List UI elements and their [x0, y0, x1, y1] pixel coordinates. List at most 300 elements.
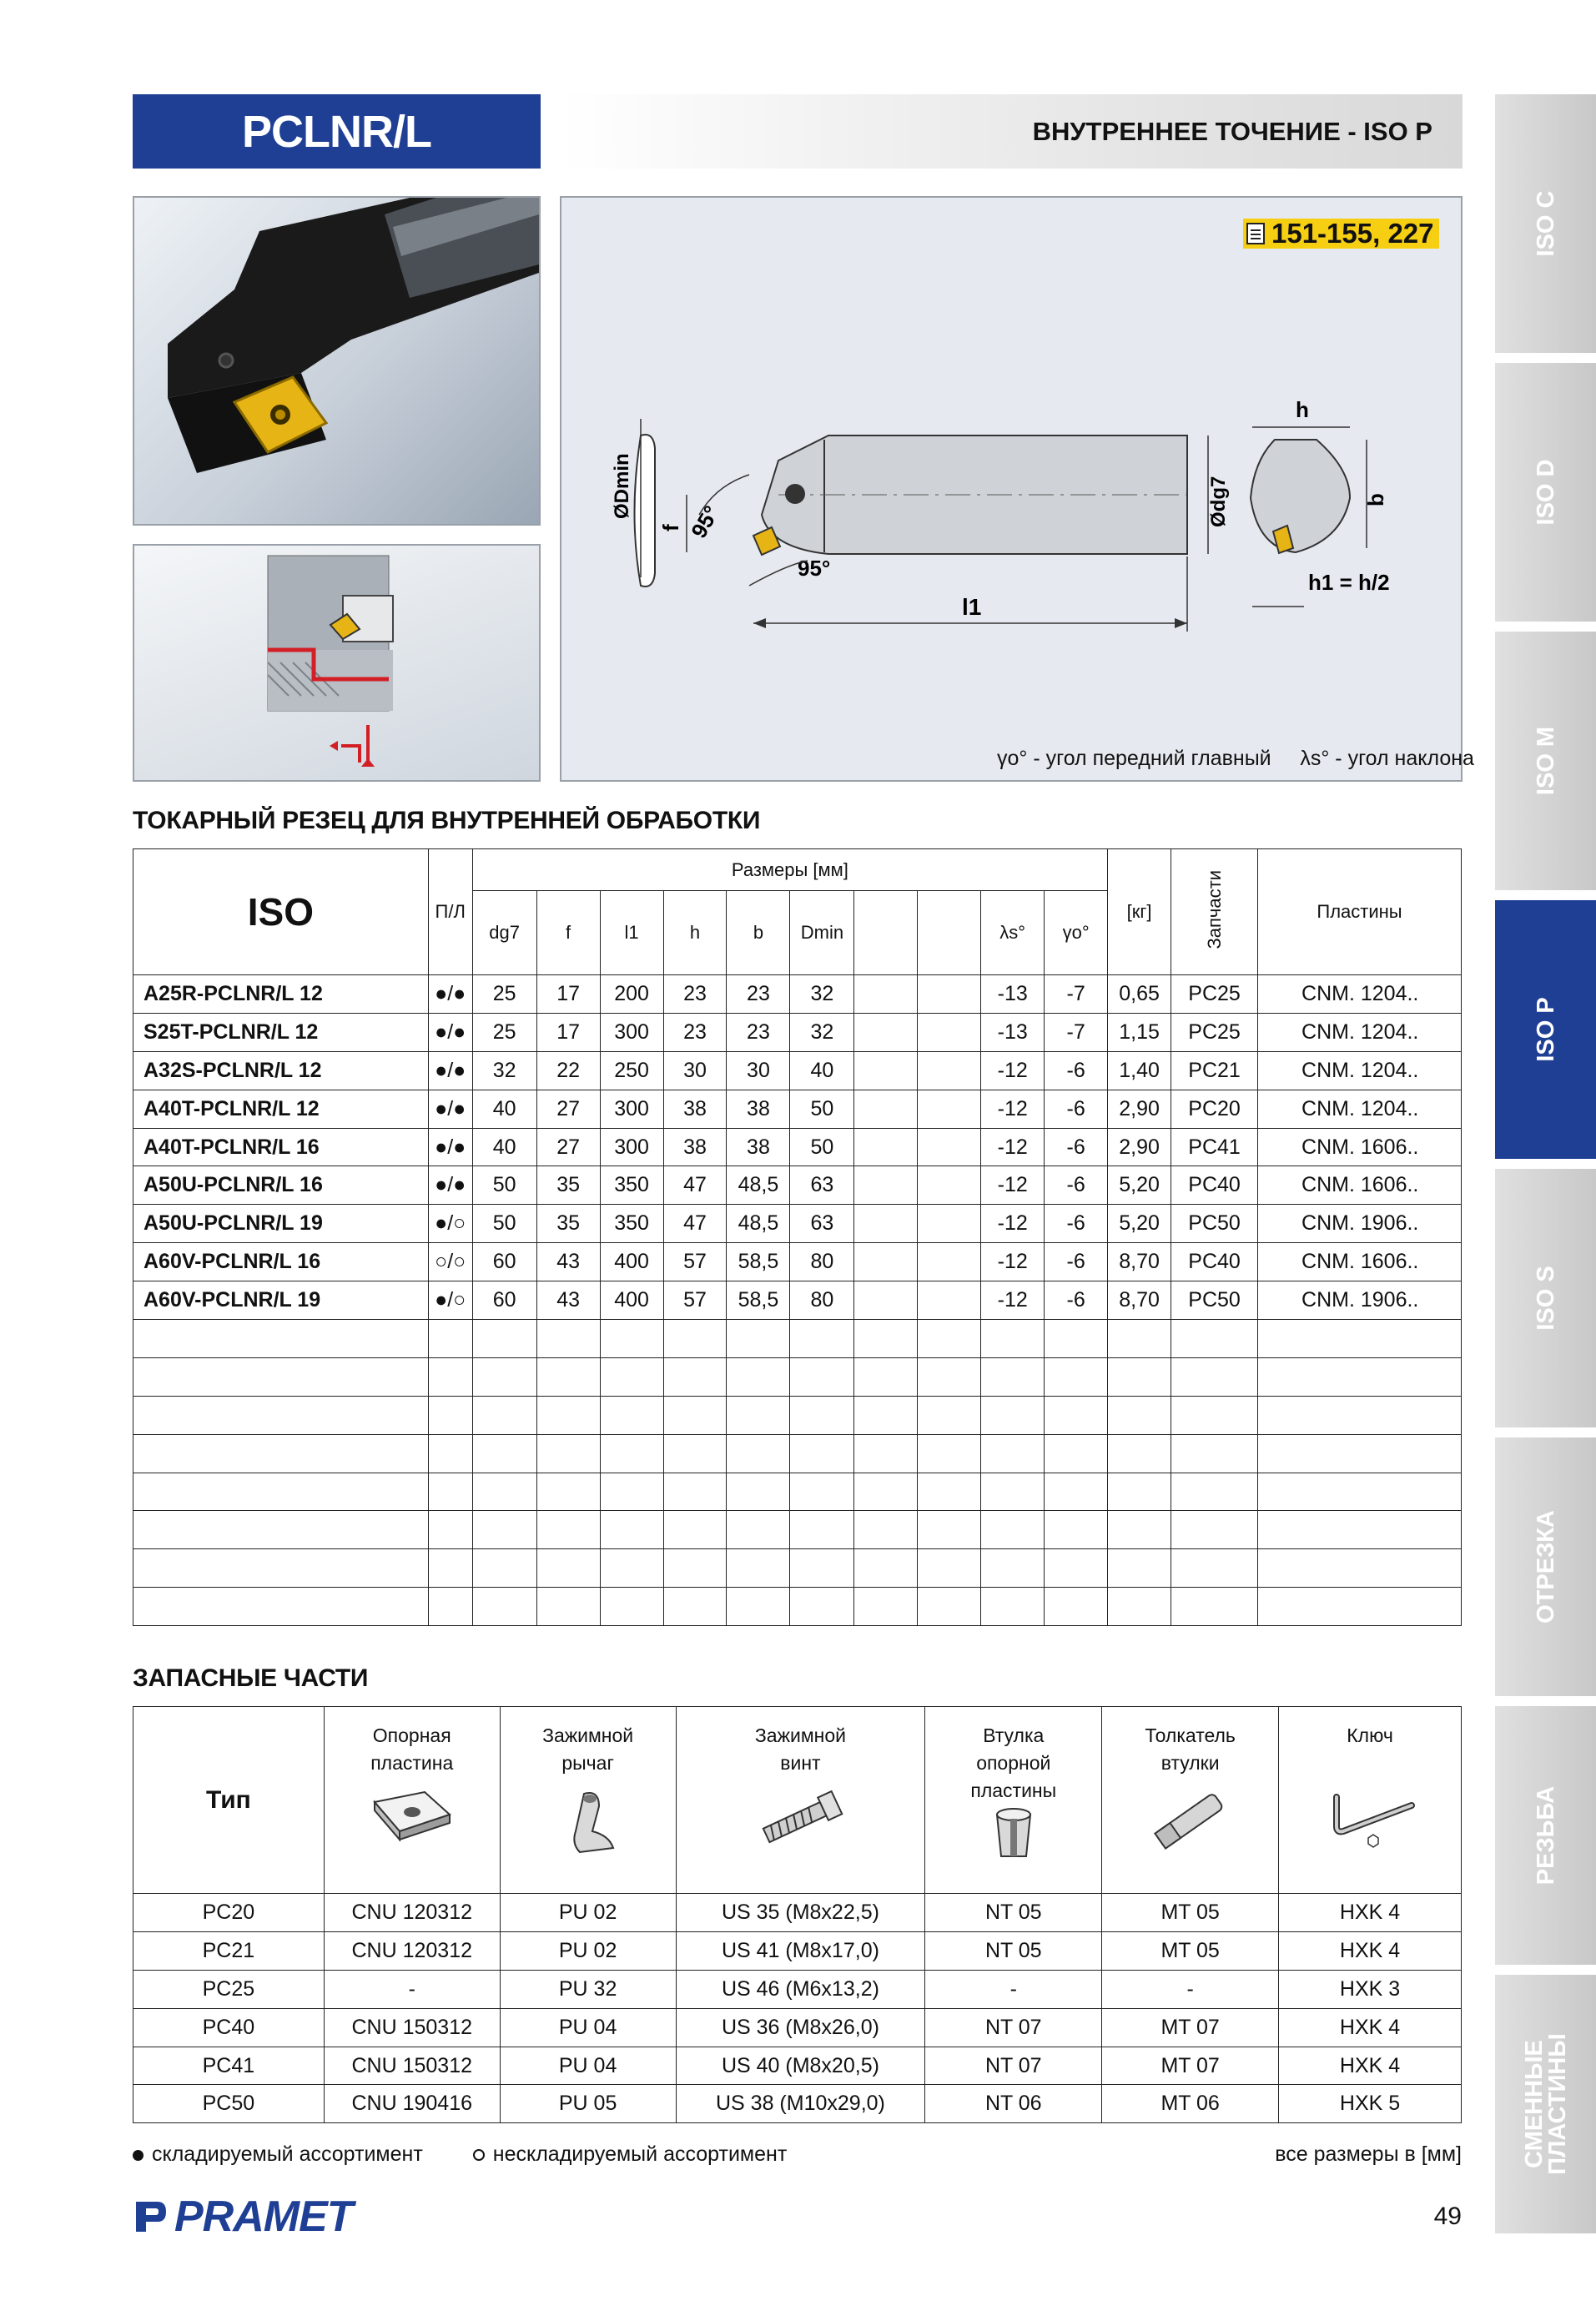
empty-row — [133, 1473, 1462, 1511]
col-clamp-screw — [676, 1707, 925, 1894]
table-cell: CNM. 1204.. — [1258, 975, 1462, 1014]
tab-parting[interactable] — [1495, 1437, 1596, 1696]
table-cell — [472, 1396, 536, 1434]
table-cell: PU 04 — [500, 2008, 676, 2047]
stock-status-cell: ●/● — [428, 1128, 472, 1166]
table-cell — [981, 1320, 1045, 1358]
units-note: все размеры в [мм] — [1275, 2142, 1462, 2166]
table-cell: 1,40 — [1108, 1051, 1171, 1090]
table-cell: -6 — [1045, 1090, 1108, 1128]
empty-row — [133, 1549, 1462, 1588]
table-cell: 32 — [790, 975, 854, 1014]
tab-label: СМЕННЫЕ ПЛАСТИНЫ — [1520, 2033, 1571, 2175]
tab-iso-m[interactable] — [1495, 632, 1596, 890]
table-cell: 400 — [600, 1243, 663, 1281]
table-cell: CNM. 1906.. — [1258, 1205, 1462, 1243]
table-cell: 80 — [790, 1281, 854, 1320]
empty-row — [133, 1396, 1462, 1434]
table-cell: -6 — [1045, 1128, 1108, 1166]
table-cell: PC40 — [1171, 1243, 1258, 1281]
table-cell — [854, 1281, 918, 1320]
table-cell — [536, 1511, 600, 1549]
table-cell: 58,5 — [727, 1243, 790, 1281]
table-cell — [1258, 1511, 1462, 1549]
stock-status-cell: ●/● — [428, 1166, 472, 1205]
spares-type-cell: PC21 — [133, 1931, 325, 1970]
table-cell: CNU 120312 — [324, 1931, 500, 1970]
table-cell — [918, 1588, 981, 1626]
table-cell — [1045, 1357, 1108, 1396]
table-cell: 63 — [790, 1205, 854, 1243]
tab-label: ISO M — [1532, 726, 1559, 796]
table-cell: PC40 — [1171, 1166, 1258, 1205]
table-cell: PU 02 — [500, 1931, 676, 1970]
table-cell: US 41 (M8x17,0) — [676, 1931, 925, 1970]
table-cell — [918, 1473, 981, 1511]
table-cell — [663, 1549, 727, 1588]
table-cell — [600, 1320, 663, 1358]
tool-code-cell: A25R-PCLNR/L 12 — [133, 975, 429, 1014]
table-cell: 50 — [472, 1166, 536, 1205]
b-label: b — [1363, 493, 1388, 506]
table-cell — [133, 1511, 429, 1549]
table-cell — [663, 1511, 727, 1549]
table-cell — [1108, 1588, 1171, 1626]
table-cell: -12 — [981, 1166, 1045, 1205]
table-cell: 48,5 — [727, 1205, 790, 1243]
table-row — [133, 1090, 1462, 1128]
table-cell — [1045, 1320, 1108, 1358]
table-cell: -13 — [981, 975, 1045, 1014]
empty-row — [133, 1588, 1462, 1626]
col-label: Ключ — [1347, 1724, 1393, 1746]
angle-95-label-2: 95° — [798, 556, 831, 581]
tool-code-cell: A40T-PCLNR/L 16 — [133, 1128, 429, 1166]
table-cell — [1108, 1511, 1171, 1549]
support-plate-icon — [366, 1785, 458, 1844]
table-cell: -6 — [1045, 1205, 1108, 1243]
table-cell — [1258, 1357, 1462, 1396]
table-cell — [1045, 1549, 1108, 1588]
table-cell — [536, 1434, 600, 1473]
table-cell: US 36 (M8x26,0) — [676, 2008, 925, 2047]
table-cell — [663, 1434, 727, 1473]
table-cell — [1108, 1434, 1171, 1473]
table-cell: 17 — [536, 1013, 600, 1051]
table-cell — [133, 1396, 429, 1434]
table-cell: PC41 — [1171, 1128, 1258, 1166]
table-cell — [918, 1549, 981, 1588]
table-cell: 40 — [472, 1128, 536, 1166]
table-cell: US 35 (M8x22,5) — [676, 1894, 925, 1932]
table-cell — [790, 1588, 854, 1626]
table-cell: PC21 — [1171, 1051, 1258, 1090]
table-cell — [727, 1473, 790, 1511]
tab-label: ОТРЕЗКА — [1532, 1510, 1559, 1624]
table-cell — [472, 1511, 536, 1549]
tab-label: ISO D — [1532, 459, 1559, 526]
table-cell — [981, 1434, 1045, 1473]
table-cell: US 38 (M10x29,0) — [676, 2085, 925, 2123]
table-cell: 57 — [663, 1281, 727, 1320]
stock-status-cell: ●/● — [428, 1051, 472, 1090]
clamp-lever-icon — [551, 1785, 626, 1856]
tool-table-body — [133, 975, 1462, 1626]
table-cell — [918, 1166, 981, 1205]
table-cell: NT 07 — [925, 2047, 1102, 2085]
spares-header: Запчасти — [1171, 849, 1258, 975]
table-row — [133, 1243, 1462, 1281]
empty-row — [133, 1320, 1462, 1358]
table-cell — [1258, 1434, 1462, 1473]
page-number: 49 — [1433, 2203, 1462, 2230]
empty-row — [133, 1511, 1462, 1549]
table-cell — [472, 1320, 536, 1358]
tool-code-cell: A60V-PCLNR/L 16 — [133, 1243, 429, 1281]
spares-table-body — [133, 1894, 1462, 2123]
tool-code-cell: A32S-PCLNR/L 12 — [133, 1051, 429, 1090]
table-cell — [428, 1588, 472, 1626]
table-cell — [981, 1357, 1045, 1396]
table-cell — [472, 1357, 536, 1396]
table-cell: HXK 4 — [1279, 2047, 1462, 2085]
table-cell: 63 — [790, 1166, 854, 1205]
h-label: h — [1296, 397, 1309, 422]
table-cell: 2,90 — [1108, 1128, 1171, 1166]
operation-diagram — [133, 544, 541, 782]
spares-row — [133, 1894, 1462, 1932]
table-cell: 47 — [663, 1166, 727, 1205]
table-cell: US 40 (M8x20,5) — [676, 2047, 925, 2085]
table-cell: -13 — [981, 1013, 1045, 1051]
angle-95-label-1: 95° — [686, 501, 724, 542]
table-cell — [727, 1588, 790, 1626]
not-stocked-text: нескладируемый ассортимент — [492, 2142, 788, 2166]
table-cell: 2,90 — [1108, 1090, 1171, 1128]
spares-type-cell: PC40 — [133, 2008, 325, 2047]
table-cell — [981, 1396, 1045, 1434]
table-cell — [472, 1549, 536, 1588]
table-cell: 300 — [600, 1013, 663, 1051]
tool-table — [133, 848, 1462, 1626]
table-cell — [536, 1588, 600, 1626]
table-cell — [1171, 1473, 1258, 1511]
table-cell: PC25 — [1171, 1013, 1258, 1051]
table-cell — [663, 1320, 727, 1358]
col-hex-key — [1279, 1707, 1462, 1894]
dimension-drawing — [561, 198, 1461, 780]
table-cell — [790, 1396, 854, 1434]
table-cell: -12 — [981, 1243, 1045, 1281]
table-cell — [1045, 1396, 1108, 1434]
dg7-label: Ødg7 — [1207, 476, 1230, 527]
table-cell — [472, 1473, 536, 1511]
col-lambda: λs° — [981, 891, 1045, 975]
table-cell: PU 32 — [500, 1970, 676, 2008]
tool-photo — [133, 196, 541, 526]
table-cell — [854, 1434, 918, 1473]
table-cell: 0,65 — [1108, 975, 1171, 1014]
table-cell: US 46 (M6x13,2) — [676, 1970, 925, 2008]
table-cell: 32 — [472, 1051, 536, 1090]
col-dg7: dg7 — [472, 891, 536, 975]
table-cell — [1171, 1549, 1258, 1588]
table-cell: 60 — [472, 1243, 536, 1281]
table-cell — [790, 1320, 854, 1358]
table-cell — [854, 1588, 918, 1626]
col-label: Зажимной рычаг — [542, 1724, 634, 1774]
table-cell: -12 — [981, 1090, 1045, 1128]
table-cell — [663, 1396, 727, 1434]
table-cell: 25 — [472, 1013, 536, 1051]
main-section-title: ТОКАРНЫЙ РЕЗЕЦ ДЛЯ ВНУТРЕННЕЙ ОБРАБОТКИ — [133, 807, 761, 834]
table-cell — [790, 1473, 854, 1511]
table-cell — [428, 1511, 472, 1549]
table-cell: 300 — [600, 1128, 663, 1166]
tab-label: ISO P — [1532, 997, 1559, 1062]
table-cell — [600, 1473, 663, 1511]
col-label: Втулка опорной пластины — [970, 1724, 1057, 1801]
table-cell — [428, 1396, 472, 1434]
table-cell: HXK 4 — [1279, 1894, 1462, 1932]
spares-row — [133, 2008, 1462, 2047]
table-cell: 200 — [600, 975, 663, 1014]
table-cell — [600, 1434, 663, 1473]
table-cell — [133, 1549, 429, 1588]
weight-header: [кг] — [1108, 849, 1171, 975]
tab-iso-p[interactable] — [1495, 900, 1596, 1159]
stock-status-cell: ●/● — [428, 1013, 472, 1051]
tool-code-cell: S25T-PCLNR/L 12 — [133, 1013, 429, 1051]
table-cell: CNU 190416 — [324, 2085, 500, 2123]
page-subtitle — [560, 94, 1463, 169]
table-cell — [133, 1357, 429, 1396]
table-cell — [1045, 1434, 1108, 1473]
table-cell — [536, 1357, 600, 1396]
spares-row — [133, 2047, 1462, 2085]
table-cell — [1171, 1588, 1258, 1626]
tab-iso-c[interactable] — [1495, 94, 1596, 353]
table-cell: 50 — [790, 1090, 854, 1128]
table-cell: CNU 120312 — [324, 1894, 500, 1932]
table-cell: PU 04 — [500, 2047, 676, 2085]
table-cell — [727, 1511, 790, 1549]
col-shim-sleeve — [925, 1707, 1102, 1894]
table-cell — [854, 1320, 918, 1358]
spares-row — [133, 2085, 1462, 2123]
table-cell — [854, 1090, 918, 1128]
col-label: Зажимной винт — [754, 1724, 846, 1774]
table-row — [133, 1166, 1462, 1205]
table-cell — [918, 975, 981, 1014]
table-cell: 30 — [663, 1051, 727, 1090]
table-cell: 27 — [536, 1090, 600, 1128]
table-cell: 23 — [663, 1013, 727, 1051]
brand-logo — [133, 2192, 353, 2242]
col-label: Толкатель втулки — [1145, 1724, 1236, 1774]
table-cell: 23 — [727, 1013, 790, 1051]
table-cell — [600, 1396, 663, 1434]
tab-iso-s[interactable] — [1495, 1169, 1596, 1427]
spares-table — [133, 1706, 1462, 2123]
table-cell: HXK 3 — [1279, 1970, 1462, 2008]
table-cell: CNU 150312 — [324, 2008, 500, 2047]
table-cell — [1045, 1473, 1108, 1511]
table-cell: HXK 4 — [1279, 2008, 1462, 2047]
brand-name: PRAMET — [174, 2193, 353, 2241]
table-row — [133, 1013, 1462, 1051]
table-cell — [1108, 1320, 1171, 1358]
table-cell — [918, 1434, 981, 1473]
col-sleeve-pusher — [1102, 1707, 1279, 1894]
tool-code-cell: A60V-PCLNR/L 19 — [133, 1281, 429, 1320]
table-cell: CNM. 1204.. — [1258, 1051, 1462, 1090]
table-cell — [918, 1013, 981, 1051]
table-cell: CNU 150312 — [324, 2047, 500, 2085]
stock-status-cell: ●/● — [428, 1090, 472, 1128]
col-dmin: Dmin — [790, 891, 854, 975]
table-cell — [1171, 1396, 1258, 1434]
stock-status-cell: ○/○ — [428, 1243, 472, 1281]
table-cell — [981, 1511, 1045, 1549]
table-cell — [1171, 1357, 1258, 1396]
table-cell — [727, 1434, 790, 1473]
table-cell: -6 — [1045, 1051, 1108, 1090]
table-cell — [428, 1473, 472, 1511]
table-cell: 38 — [663, 1128, 727, 1166]
dims-header: Размеры [мм] — [472, 849, 1107, 891]
table-cell: 23 — [727, 975, 790, 1014]
table-cell: NT 07 — [925, 2008, 1102, 2047]
table-cell — [854, 1243, 918, 1281]
table-cell — [854, 1205, 918, 1243]
tab-threading[interactable] — [1495, 1706, 1596, 1965]
table-cell — [472, 1588, 536, 1626]
table-cell: PU 05 — [500, 2085, 676, 2123]
table-cell — [600, 1357, 663, 1396]
table-cell — [854, 1549, 918, 1588]
spares-type-cell: PC25 — [133, 1970, 325, 2008]
inserts-header: Пластины — [1258, 849, 1462, 975]
table-cell: 32 — [790, 1013, 854, 1051]
operation-sketch — [134, 546, 539, 780]
table-cell — [428, 1357, 472, 1396]
table-cell: 38 — [727, 1128, 790, 1166]
h1-label: h1 = h/2 — [1308, 570, 1390, 595]
table-row — [133, 1281, 1462, 1320]
table-cell: NT 05 — [925, 1894, 1102, 1932]
stock-legend — [133, 2142, 787, 2167]
table-cell — [981, 1588, 1045, 1626]
table-cell: 30 — [727, 1051, 790, 1090]
table-cell: NT 06 — [925, 2085, 1102, 2123]
table-cell: 23 — [663, 975, 727, 1014]
table-cell — [428, 1549, 472, 1588]
table-cell — [1045, 1588, 1108, 1626]
tab-inserts[interactable] — [1495, 1975, 1596, 2233]
table-cell: CNM. 1906.. — [1258, 1281, 1462, 1320]
table-cell: 80 — [790, 1243, 854, 1281]
tool-code-cell: A40T-PCLNR/L 12 — [133, 1090, 429, 1128]
table-cell — [133, 1588, 429, 1626]
table-cell: -12 — [981, 1051, 1045, 1090]
table-cell: 40 — [790, 1051, 854, 1090]
spares-type-cell: PC41 — [133, 2047, 325, 2085]
table-cell: 47 — [663, 1205, 727, 1243]
spares-row — [133, 1931, 1462, 1970]
stock-status-cell: ●/● — [428, 975, 472, 1014]
table-cell — [918, 1243, 981, 1281]
table-cell: HXK 5 — [1279, 2085, 1462, 2123]
tab-iso-d[interactable] — [1495, 363, 1596, 622]
col-label: Опорная пластина — [370, 1724, 454, 1774]
table-cell: PC25 — [1171, 975, 1258, 1014]
pramet-logo-icon — [133, 2198, 169, 2235]
table-cell — [1258, 1588, 1462, 1626]
table-cell: CNM. 1606.. — [1258, 1166, 1462, 1205]
table-cell: -12 — [981, 1128, 1045, 1166]
table-cell — [600, 1511, 663, 1549]
table-cell: 300 — [600, 1090, 663, 1128]
table-cell — [1258, 1549, 1462, 1588]
table-cell — [854, 1051, 918, 1090]
table-cell — [918, 1090, 981, 1128]
table-cell — [727, 1549, 790, 1588]
table-cell — [854, 1128, 918, 1166]
stock-status-cell: ●/○ — [428, 1205, 472, 1243]
table-cell: NT 05 — [925, 1931, 1102, 1970]
table-cell — [918, 1511, 981, 1549]
tool-code-cell: A50U-PCLNR/L 19 — [133, 1205, 429, 1243]
table-cell — [1171, 1511, 1258, 1549]
table-cell — [1108, 1396, 1171, 1434]
table-cell — [1108, 1473, 1171, 1511]
sleeve-pusher-icon — [1145, 1785, 1236, 1852]
table-cell — [854, 1166, 918, 1205]
dmin-label: ØDmin — [611, 453, 633, 519]
page-title: PCLNR/L — [133, 94, 541, 169]
table-cell — [536, 1396, 600, 1434]
table-cell — [133, 1320, 429, 1358]
table-cell: CNM. 1204.. — [1258, 1090, 1462, 1128]
spares-section-title: ЗАПАСНЫЕ ЧАСТИ — [133, 1664, 369, 1692]
table-cell — [536, 1320, 600, 1358]
col-empty-1 — [854, 891, 918, 975]
table-cell — [428, 1320, 472, 1358]
table-cell: 25 — [472, 975, 536, 1014]
table-cell — [663, 1588, 727, 1626]
table-cell: 250 — [600, 1051, 663, 1090]
table-cell — [981, 1549, 1045, 1588]
table-cell: MT 05 — [1102, 1894, 1279, 1932]
table-cell — [790, 1357, 854, 1396]
table-cell: -7 — [1045, 975, 1108, 1014]
table-cell: - — [925, 1970, 1102, 2008]
boring-bar-image — [134, 198, 539, 524]
table-cell: MT 05 — [1102, 1931, 1279, 1970]
table-cell: -12 — [981, 1205, 1045, 1243]
table-cell: PC50 — [1171, 1205, 1258, 1243]
table-cell — [854, 1511, 918, 1549]
table-cell: MT 07 — [1102, 2047, 1279, 2085]
page-reference[interactable] — [1243, 219, 1439, 249]
table-cell: MT 07 — [1102, 2008, 1279, 2047]
tab-label: ISO S — [1532, 1266, 1559, 1331]
spares-type-cell: PC50 — [133, 2085, 325, 2123]
table-cell — [727, 1320, 790, 1358]
empty-dot-icon — [473, 2149, 485, 2161]
tab-label: ISO C — [1532, 190, 1559, 257]
